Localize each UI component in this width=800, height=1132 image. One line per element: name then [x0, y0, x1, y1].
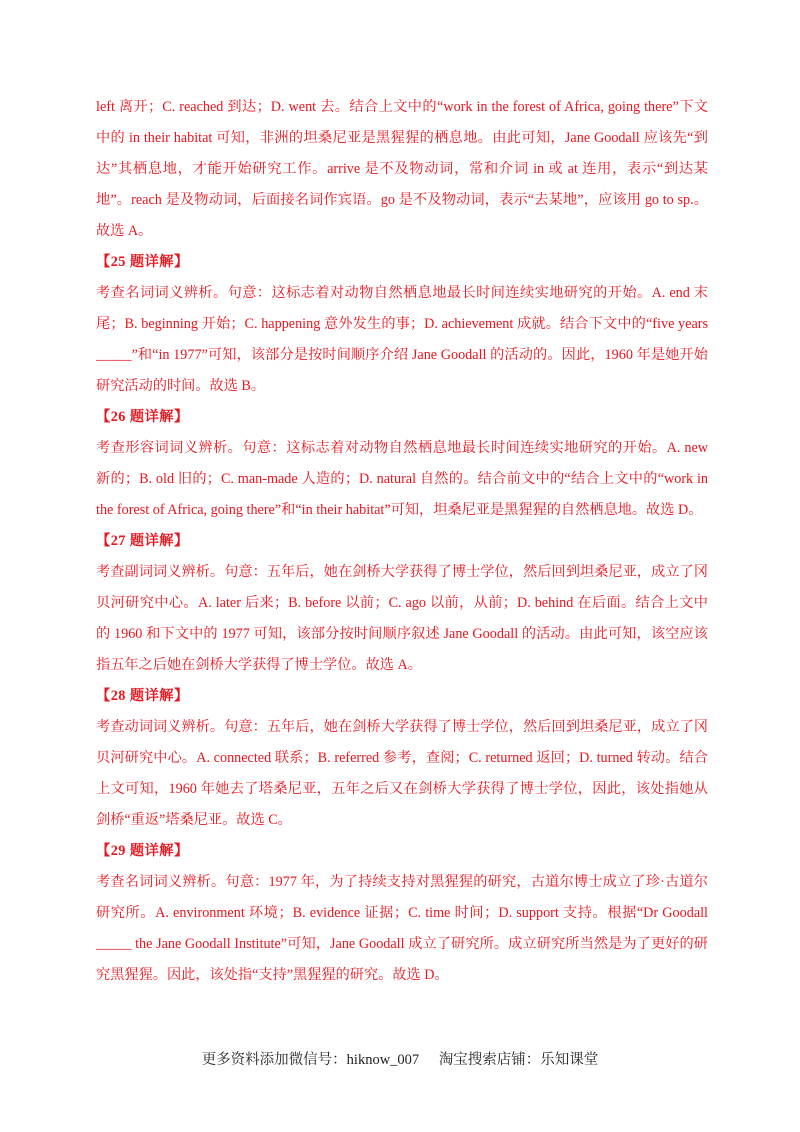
section-heading: 【26 题详解】: [96, 409, 189, 425]
section-body: 考查名词词义辨析。句意：这标志着对动物自然栖息地最长时间连续实地研究的开始。A. end 末尾；B. beginning 开始；C. happening 意外发生的事；D. achievement 成就。结合下文中的“five years _____”和“in 1977”可知，该部分是按时间顺序介绍 Jane Goodall 的活动的。因此，1960 年是她开始研究活动的时间。故选 B。: [96, 285, 708, 394]
section-body: 考查动词词义辨析。句意：五年后，她在剑桥大学获得了博士学位，然后回到坦桑尼亚，成立了冈贝河研究中心。A. connected 联系；B. referred 参考，查阅；C. returned 返回；D. turned 转动。结合上文可知，1960 年她去了塔桑尼亚，五年之后又在剑桥大学获得了博士学位，因此，该处指她从剑桥“重返”塔桑尼亚。故选 C。: [96, 719, 708, 828]
page-footer: [0, 1048, 800, 1069]
section-heading: 【28 题详解】: [96, 688, 189, 704]
section-body: 考查名词词义辨析。句意：1977 年，为了持续支持对黑猩猩的研究，古道尔博士成立了珍·古道尔研究所。A. environment 环境；B. evidence 证据；C. time 时间；D. support 支持。根据“Dr Goodall _____ the Jane Goodall Institute”可知，Jane Goodall 成立了研究所。成立研究所当然是为了更好的研究黑猩猩。因此，该处指“支持”黑猩猩的研究。故选 D。: [96, 874, 708, 983]
section-29: [96, 836, 708, 991]
section-heading: 【29 题详解】: [96, 843, 189, 859]
section-body: 考查副词词义辨析。句意：五年后，她在剑桥大学获得了博士学位，然后回到坦桑尼亚，成立了冈贝河研究中心。A. later 后来；B. before 以前；C. ago 以前，从前；D. behind 在后面。结合上文中的 1960 和下文中的 1977 可知，该部分按时间顺序叙述 Jane Goodall 的活动。由此可知，该空应该指五年之后她在剑桥大学获得了博士学位。故选 A。: [96, 564, 708, 673]
section-28: [96, 681, 708, 836]
section-body: 考查形容词词义辨析。句意：这标志着对动物自然栖息地最长时间连续实地研究的开始。A. new 新的；B. old 旧的；C. man-made 人造的；D. natural 自然的。结合前文中的“结合上文中的“work in the forest of Africa, going there”和“in their habitat”可知，坦桑尼亚是黑猩猩的自然栖息地。故选 D。: [96, 440, 708, 518]
section-26: [96, 402, 708, 526]
section-25: [96, 247, 708, 402]
section-heading: 【25 题详解】: [96, 254, 189, 270]
footer-wechat: 更多资料添加微信号：hiknow_007: [201, 1052, 420, 1068]
document-body: [96, 92, 708, 991]
intro-paragraph: left 离开；C. reached 到达；D. went 去。结合上文中的“work in the forest of Africa, going there”下文中的 in their habitat 可知，非洲的坦桑尼亚是黑猩猩的栖息地。由此可知，Jane Goodall 应该先“到达”其栖息地，才能开始研究工作。arrive 是不及物动词，常和介词 in 或 at 连用，表示“到达某地”。reach 是及物动词，后面接名词作宾语。go 是不及物动词，表示“去某地”，应该用 go to sp.。故选 A。: [96, 99, 708, 239]
footer-taobao: 淘宝搜索店铺：乐知课堂: [438, 1052, 599, 1068]
section-27: [96, 526, 708, 681]
section-heading: 【27 题详解】: [96, 533, 189, 549]
